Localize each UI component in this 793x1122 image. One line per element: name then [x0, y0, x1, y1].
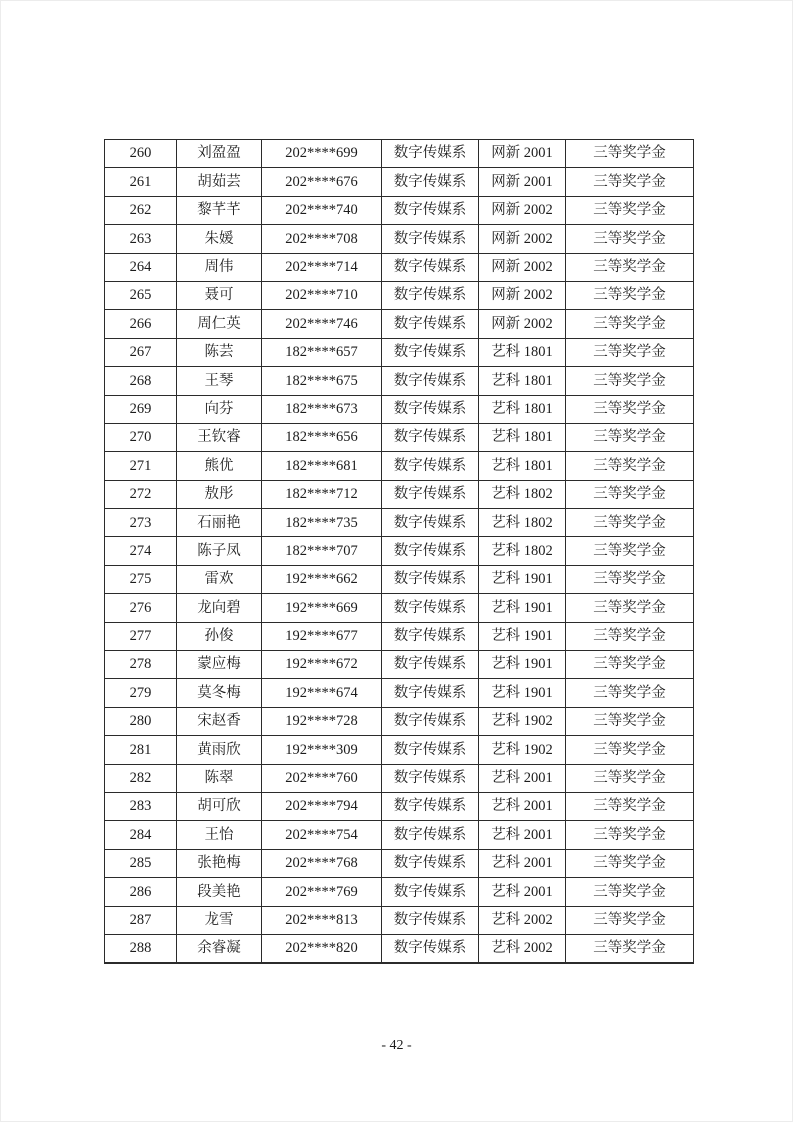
cell-student-id: 202****714: [262, 253, 382, 281]
table-row: [105, 310, 694, 338]
cell-row-number: 273: [105, 509, 177, 537]
cell-award: 三等奖学金: [566, 423, 694, 451]
cell-award: 三等奖学金: [566, 849, 694, 877]
cell-student-name: 宋赵香: [177, 707, 262, 735]
cell-student-id: 182****673: [262, 395, 382, 423]
cell-student-name: 黎芊芊: [177, 196, 262, 224]
cell-class: 艺科 2002: [479, 906, 566, 934]
cell-award: 三等奖学金: [566, 281, 694, 309]
cell-row-number: 272: [105, 480, 177, 508]
cell-class: 艺科 1801: [479, 367, 566, 395]
table-row: [105, 565, 694, 593]
cell-student-name: 雷欢: [177, 565, 262, 593]
cell-row-number: 263: [105, 225, 177, 253]
cell-student-id: 182****707: [262, 537, 382, 565]
table-row: [105, 764, 694, 792]
cell-award: 三等奖学金: [566, 622, 694, 650]
cell-student-name: 龙向碧: [177, 594, 262, 622]
cell-student-id: 192****728: [262, 707, 382, 735]
cell-student-id: 192****662: [262, 565, 382, 593]
cell-department: 数字传媒系: [382, 423, 479, 451]
cell-student-name: 周仁英: [177, 310, 262, 338]
cell-row-number: 260: [105, 140, 177, 168]
cell-award: 三等奖学金: [566, 140, 694, 168]
cell-class: 网新 2001: [479, 140, 566, 168]
cell-class: 艺科 1801: [479, 395, 566, 423]
cell-row-number: 261: [105, 168, 177, 196]
cell-department: 数字传媒系: [382, 651, 479, 679]
cell-department: 数字传媒系: [382, 395, 479, 423]
table-row: [105, 878, 694, 906]
cell-student-name: 段美艳: [177, 878, 262, 906]
cell-student-id: 202****746: [262, 310, 382, 338]
cell-class: 网新 2002: [479, 225, 566, 253]
cell-row-number: 283: [105, 792, 177, 820]
cell-row-number: 281: [105, 736, 177, 764]
cell-class: 艺科 2001: [479, 849, 566, 877]
cell-award: 三等奖学金: [566, 225, 694, 253]
cell-class: 网新 2002: [479, 310, 566, 338]
cell-row-number: 269: [105, 395, 177, 423]
cell-student-id: 182****657: [262, 338, 382, 366]
cell-class: 艺科 2001: [479, 792, 566, 820]
cell-row-number: 277: [105, 622, 177, 650]
cell-class: 艺科 1901: [479, 679, 566, 707]
cell-row-number: 287: [105, 906, 177, 934]
cell-student-name: 胡茹芸: [177, 168, 262, 196]
cell-department: 数字传媒系: [382, 821, 479, 849]
cell-row-number: 286: [105, 878, 177, 906]
cell-department: 数字传媒系: [382, 906, 479, 934]
cell-class: 艺科 1802: [479, 480, 566, 508]
cell-student-id: 182****712: [262, 480, 382, 508]
cell-row-number: 274: [105, 537, 177, 565]
cell-student-id: 182****681: [262, 452, 382, 480]
table-row: [105, 934, 694, 963]
cell-department: 数字传媒系: [382, 367, 479, 395]
cell-class: 艺科 1801: [479, 423, 566, 451]
cell-class: 艺科 1901: [479, 622, 566, 650]
table-row: [105, 537, 694, 565]
cell-award: 三等奖学金: [566, 736, 694, 764]
cell-row-number: 271: [105, 452, 177, 480]
table-row: [105, 679, 694, 707]
cell-class: 艺科 1901: [479, 651, 566, 679]
cell-student-id: 202****769: [262, 878, 382, 906]
cell-department: 数字传媒系: [382, 338, 479, 366]
cell-row-number: 282: [105, 764, 177, 792]
cell-department: 数字传媒系: [382, 452, 479, 480]
cell-award: 三等奖学金: [566, 367, 694, 395]
cell-student-name: 聂可: [177, 281, 262, 309]
cell-student-id: 182****735: [262, 509, 382, 537]
cell-student-name: 王钦睿: [177, 423, 262, 451]
cell-award: 三等奖学金: [566, 792, 694, 820]
cell-student-name: 余睿凝: [177, 934, 262, 963]
table-row: [105, 225, 694, 253]
cell-row-number: 285: [105, 849, 177, 877]
table-row: [105, 622, 694, 650]
cell-award: 三等奖学金: [566, 679, 694, 707]
table-row: [105, 509, 694, 537]
table-row: [105, 253, 694, 281]
cell-row-number: 284: [105, 821, 177, 849]
cell-class: 艺科 1802: [479, 537, 566, 565]
cell-row-number: 266: [105, 310, 177, 338]
cell-row-number: 280: [105, 707, 177, 735]
table-body: [105, 140, 694, 964]
cell-class: 艺科 1901: [479, 565, 566, 593]
cell-student-name: 蒙应梅: [177, 651, 262, 679]
cell-student-id: 202****794: [262, 792, 382, 820]
table-row: [105, 367, 694, 395]
cell-award: 三等奖学金: [566, 480, 694, 508]
table-row: [105, 452, 694, 480]
cell-student-name: 张艳梅: [177, 849, 262, 877]
table-row: [105, 821, 694, 849]
cell-student-id: 192****669: [262, 594, 382, 622]
cell-department: 数字传媒系: [382, 622, 479, 650]
cell-award: 三等奖学金: [566, 537, 694, 565]
cell-class: 艺科 1901: [479, 594, 566, 622]
cell-award: 三等奖学金: [566, 707, 694, 735]
table-row: [105, 338, 694, 366]
cell-student-id: 182****675: [262, 367, 382, 395]
cell-row-number: 267: [105, 338, 177, 366]
cell-award: 三等奖学金: [566, 509, 694, 537]
table-row: [105, 707, 694, 735]
cell-department: 数字传媒系: [382, 196, 479, 224]
cell-student-id: 202****754: [262, 821, 382, 849]
cell-award: 三等奖学金: [566, 452, 694, 480]
cell-award: 三等奖学金: [566, 651, 694, 679]
cell-class: 艺科 2002: [479, 934, 566, 963]
cell-row-number: 276: [105, 594, 177, 622]
cell-award: 三等奖学金: [566, 594, 694, 622]
cell-row-number: 262: [105, 196, 177, 224]
cell-student-id: 202****820: [262, 934, 382, 963]
cell-row-number: 270: [105, 423, 177, 451]
cell-award: 三等奖学金: [566, 168, 694, 196]
cell-student-id: 202****676: [262, 168, 382, 196]
table-row: [105, 906, 694, 934]
table-row: [105, 792, 694, 820]
cell-student-name: 石丽艳: [177, 509, 262, 537]
cell-award: 三等奖学金: [566, 934, 694, 963]
cell-student-name: 刘盈盈: [177, 140, 262, 168]
cell-department: 数字传媒系: [382, 792, 479, 820]
cell-award: 三等奖学金: [566, 906, 694, 934]
scholarship-table: [104, 139, 694, 964]
cell-student-name: 王怡: [177, 821, 262, 849]
cell-department: 数字传媒系: [382, 537, 479, 565]
cell-student-name: 陈子凤: [177, 537, 262, 565]
cell-student-id: 202****740: [262, 196, 382, 224]
cell-award: 三等奖学金: [566, 764, 694, 792]
cell-student-id: 202****710: [262, 281, 382, 309]
cell-student-id: 192****677: [262, 622, 382, 650]
cell-department: 数字传媒系: [382, 253, 479, 281]
cell-student-id: 182****656: [262, 423, 382, 451]
cell-class: 网新 2002: [479, 196, 566, 224]
cell-student-name: 朱媛: [177, 225, 262, 253]
cell-class: 艺科 2001: [479, 878, 566, 906]
cell-award: 三等奖学金: [566, 565, 694, 593]
cell-award: 三等奖学金: [566, 310, 694, 338]
cell-student-name: 黄雨欣: [177, 736, 262, 764]
table-row: [105, 594, 694, 622]
table-row: [105, 196, 694, 224]
cell-row-number: 275: [105, 565, 177, 593]
cell-student-name: 敖彤: [177, 480, 262, 508]
table-row: [105, 849, 694, 877]
cell-student-id: 192****674: [262, 679, 382, 707]
cell-class: 艺科 1801: [479, 338, 566, 366]
cell-award: 三等奖学金: [566, 196, 694, 224]
cell-award: 三等奖学金: [566, 395, 694, 423]
cell-row-number: 279: [105, 679, 177, 707]
cell-student-name: 陈芸: [177, 338, 262, 366]
cell-department: 数字传媒系: [382, 509, 479, 537]
cell-student-name: 莫冬梅: [177, 679, 262, 707]
cell-department: 数字传媒系: [382, 934, 479, 963]
cell-department: 数字传媒系: [382, 764, 479, 792]
cell-class: 网新 2002: [479, 253, 566, 281]
cell-row-number: 288: [105, 934, 177, 963]
cell-student-name: 胡可欣: [177, 792, 262, 820]
cell-row-number: 278: [105, 651, 177, 679]
cell-department: 数字传媒系: [382, 594, 479, 622]
cell-row-number: 264: [105, 253, 177, 281]
table-row: [105, 168, 694, 196]
cell-department: 数字传媒系: [382, 707, 479, 735]
cell-class: 网新 2001: [479, 168, 566, 196]
cell-student-id: 192****309: [262, 736, 382, 764]
cell-row-number: 268: [105, 367, 177, 395]
cell-student-id: 202****760: [262, 764, 382, 792]
table-row: [105, 423, 694, 451]
table-row: [105, 736, 694, 764]
page-number: - 42 -: [381, 1038, 412, 1053]
cell-department: 数字传媒系: [382, 736, 479, 764]
cell-department: 数字传媒系: [382, 849, 479, 877]
cell-award: 三等奖学金: [566, 878, 694, 906]
cell-student-name: 王琴: [177, 367, 262, 395]
cell-department: 数字传媒系: [382, 310, 479, 338]
cell-department: 数字传媒系: [382, 281, 479, 309]
cell-student-id: 202****768: [262, 849, 382, 877]
cell-student-id: 202****813: [262, 906, 382, 934]
cell-student-name: 向芬: [177, 395, 262, 423]
table-row: [105, 651, 694, 679]
table-row: [105, 140, 694, 168]
cell-department: 数字传媒系: [382, 168, 479, 196]
cell-award: 三等奖学金: [566, 821, 694, 849]
cell-class: 艺科 2001: [479, 764, 566, 792]
cell-class: 艺科 1902: [479, 736, 566, 764]
cell-student-name: 熊优: [177, 452, 262, 480]
table-row: [105, 480, 694, 508]
cell-student-id: 202****708: [262, 225, 382, 253]
cell-award: 三等奖学金: [566, 253, 694, 281]
table-row: [105, 395, 694, 423]
cell-class: 网新 2002: [479, 281, 566, 309]
cell-class: 艺科 1902: [479, 707, 566, 735]
cell-award: 三等奖学金: [566, 338, 694, 366]
cell-student-name: 陈翠: [177, 764, 262, 792]
cell-department: 数字传媒系: [382, 565, 479, 593]
cell-department: 数字传媒系: [382, 140, 479, 168]
cell-department: 数字传媒系: [382, 679, 479, 707]
cell-student-name: 周伟: [177, 253, 262, 281]
cell-student-name: 孙俊: [177, 622, 262, 650]
cell-class: 艺科 1801: [479, 452, 566, 480]
cell-class: 艺科 2001: [479, 821, 566, 849]
table-row: [105, 281, 694, 309]
cell-student-id: 202****699: [262, 140, 382, 168]
cell-class: 艺科 1802: [479, 509, 566, 537]
cell-department: 数字传媒系: [382, 878, 479, 906]
cell-student-id: 192****672: [262, 651, 382, 679]
cell-student-name: 龙雪: [177, 906, 262, 934]
cell-department: 数字传媒系: [382, 225, 479, 253]
cell-row-number: 265: [105, 281, 177, 309]
cell-department: 数字传媒系: [382, 480, 479, 508]
